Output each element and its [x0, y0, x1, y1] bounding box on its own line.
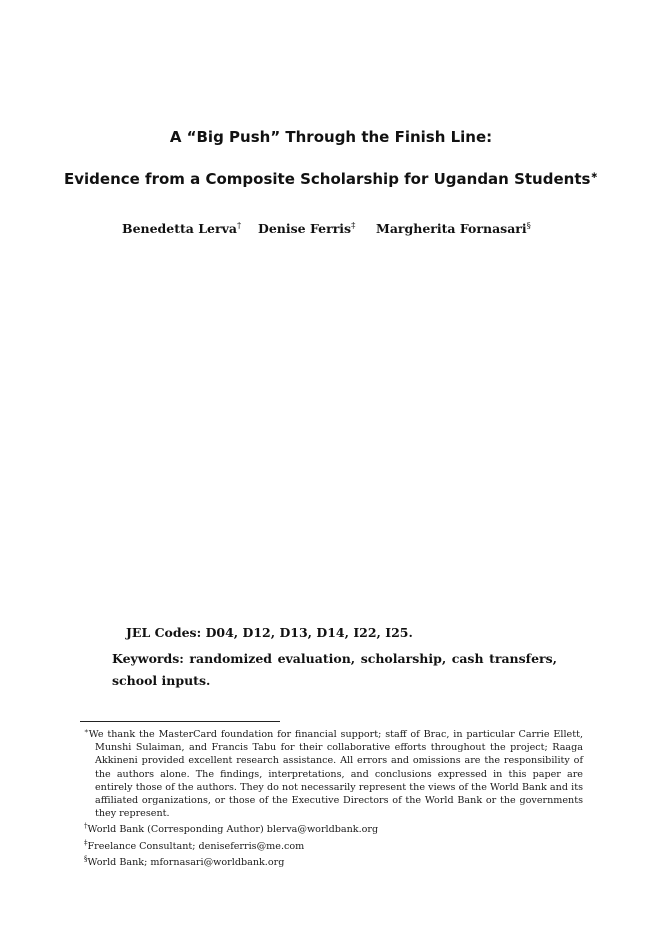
title-footnote-mark: ∗ [590, 171, 598, 181]
author-margherita-fornasari [376, 221, 531, 236]
footnotes [84, 725, 583, 869]
author-benedetta-lerva [122, 221, 241, 236]
author-denise-ferris [258, 221, 355, 236]
author-footnote-mark: ‡ [351, 221, 356, 231]
footnote-mark: § [84, 854, 88, 863]
footnote-text: World Bank; mfornasari@worldbank.org [87, 856, 285, 868]
footnote-text: Freelance Consultant; deniseferris@me.com [87, 840, 305, 852]
author-name: Margherita Fornasari [376, 221, 527, 236]
footnote-author-3 [84, 853, 583, 869]
title-line-2-text: Evidence from a Composite Scholarship for Ugandan Students [64, 170, 591, 188]
author-name: Denise Ferris [258, 221, 352, 236]
author-footnote-mark: † [236, 221, 242, 231]
title-line-1-text: A “Big Push” Through the Finish Line: [169, 128, 493, 146]
keywords: Keywords: randomized evaluation, scholarship, cash transfers, school inputs. [112, 651, 557, 688]
paper-title-line-1 [0, 128, 662, 146]
footnote-author-1 [84, 820, 583, 836]
footnote-mark: † [84, 822, 88, 831]
footnote-mark: ‡ [84, 838, 88, 847]
footnote-text: We thank the MasterCard foundation for financial support; staff of Brac, in particular Carrie Ellett, Munshi Sulaiman, and Francis Tabu for their collaborative efforts throughout the project; Raaga Akkineni provided excellent research assistance. All errors and omissions are the responsibility of the authors alone. The findings, interpretations, and conclusions expressed in this paper are entirely those of the authors. They do not necessarily represent the views of the World Bank and its affiliated organizations, or those of the Executive Directors of the World Bank or the governments they represent. [88, 729, 583, 820]
footnote-divider [80, 721, 280, 722]
paper-title-line-2 [0, 170, 662, 188]
footnote-acknowledgements [84, 725, 583, 820]
author-name: Benedetta Lerva [122, 221, 237, 236]
jel-codes: JEL Codes: D04, D12, D13, D14, I22, I25. [126, 625, 413, 640]
footnote-text: World Bank (Corresponding Author) blerva@worldbank.org [87, 824, 379, 836]
footnote-author-2 [84, 837, 583, 853]
footnote-mark: ∗ [84, 727, 89, 735]
author-footnote-mark: § [526, 221, 531, 231]
